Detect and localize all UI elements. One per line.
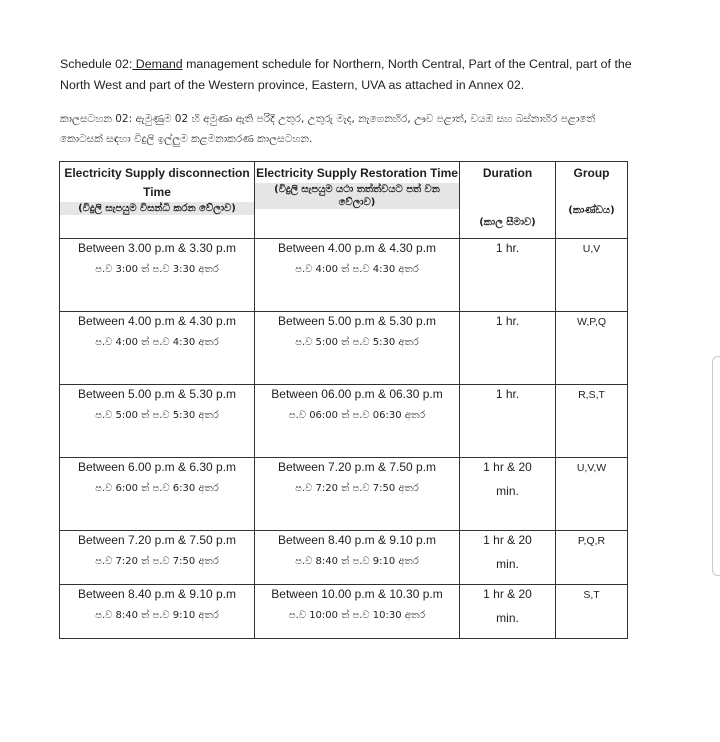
duration-cell [460,458,556,531]
schedule-heading-rest: management schedule for Northern, North Central, Part of the Central, part of the North West and part of the Western province, Eastern, UVA as attached in Annex 02. [60,57,632,92]
group-value: R,S,T [578,389,605,401]
disconnection-cell [60,385,255,458]
disconnection-time-si: ප.ව 7:20 ත් ප.ව 7:50 අතර [95,556,219,567]
group-cell [556,239,628,312]
duration-cell [460,531,556,585]
header-duration-si: (කාල සීමාව) [479,217,536,228]
duration-value: 1 hr & 20 [483,460,532,474]
duration-cell [460,385,556,458]
disconnection-time-si: ප.ව 5:00 ත් ප.ව 5:30 අතර [95,410,219,421]
duration-value: 1 hr. [495,314,520,328]
header-disconnection-time [60,162,255,239]
table-row [60,385,628,458]
schedule-label: Schedule 02: [60,57,133,71]
group-cell [556,458,628,531]
side-panel-edge [712,356,720,576]
group-value: P,Q,R [577,535,606,547]
disconnection-time-si: ප.ව 4:00 ත් ප.ව 4:30 අතර [95,337,219,348]
schedule-table [59,161,628,639]
duration-value-cont: min. [496,611,519,625]
restoration-time-en: Between 4.00 p.m & 4.30 p.m [277,241,437,255]
disconnection-cell [60,458,255,531]
table-row [60,458,628,531]
table-row [60,312,628,385]
disconnection-time-en: Between 7.20 p.m & 7.50 p.m [77,533,237,547]
group-value: U,V [582,243,601,255]
table-row [60,585,628,639]
table-header-row [60,162,628,239]
header-disconnection-en: Electricity Supply disconnection Time [64,166,250,199]
schedule-heading-english [60,54,640,96]
restoration-time-si: ප.ව 06:00 ත් ප.ව 06:30 අතර [288,410,426,421]
header-group [556,162,628,239]
duration-value: 1 hr & 20 [483,587,532,601]
restoration-time-si: ප.ව 4:00 ත් ප.ව 4:30 අතර [295,264,419,275]
restoration-time-si: ප.ව 7:20 ත් ප.ව 7:50 අතර [295,483,419,494]
disconnection-time-en: Between 6.00 p.m & 6.30 p.m [77,460,237,474]
restoration-cell [255,585,460,639]
duration-value: 1 hr. [495,241,520,255]
disconnection-time-si: ප.ව 3:00 ත් ප.ව 3:30 අතර [95,264,219,275]
restoration-cell [255,531,460,585]
duration-value-cont: min. [496,484,519,498]
group-value: W,P,Q [577,316,606,328]
group-cell [556,385,628,458]
disconnection-time-en: Between 3.00 p.m & 3.30 p.m [77,241,237,255]
header-group-en: Group [573,166,610,180]
restoration-cell [255,385,460,458]
restoration-time-en: Between 06.00 p.m & 06.30 p.m [271,387,443,401]
disconnection-time-en: Between 4.00 p.m & 4.30 p.m [77,314,237,328]
restoration-time-si: ප.ව 8:40 ත් ප.ව 9:10 අතර [295,556,419,567]
table-row [60,239,628,312]
header-restoration-en: Electricity Supply Restoration Time [256,166,458,180]
restoration-cell [255,239,460,312]
schedule-underlined-word: Demand [132,57,183,71]
restoration-time-en: Between 7.20 p.m & 7.50 p.m [277,460,437,474]
header-duration [460,162,556,239]
restoration-cell [255,312,460,385]
duration-cell [460,239,556,312]
group-value: S,T [583,589,600,601]
restoration-time-en: Between 5.00 p.m & 5.30 p.m [277,314,437,328]
table-row [60,531,628,585]
header-duration-en: Duration [482,166,533,180]
disconnection-time-si: ප.ව 6:00 ත් ප.ව 6:30 අතර [95,483,219,494]
restoration-time-si: ප.ව 10:00 ත් ප.ව 10:30 අතර [288,610,426,621]
restoration-time-si: ප.ව 5:00 ත් ප.ව 5:30 අතර [295,337,419,348]
disconnection-cell [60,312,255,385]
duration-value-cont: min. [496,557,519,571]
group-cell [556,312,628,385]
group-cell [556,531,628,585]
disconnection-time-en: Between 8.40 p.m & 9.10 p.m [77,587,237,601]
disconnection-time-en: Between 5.00 p.m & 5.30 p.m [77,387,237,401]
header-group-si: (කාණ්ඩය) [568,205,615,216]
duration-cell [460,585,556,639]
header-restoration-si: (විදුලි සැපයුම යථා තත්ත්වයට පත් වන වේලාව) [255,183,459,209]
group-value: U,V,W [576,462,607,474]
header-disconnection-si: (විදුලි සැපයුම විසන්ධි කරන වේලාව) [60,202,254,215]
header-restoration-time [255,162,460,239]
duration-cell [460,312,556,385]
disconnection-cell [60,239,255,312]
restoration-time-en: Between 8.40 p.m & 9.10 p.m [277,533,437,547]
duration-value: 1 hr. [495,387,520,401]
group-cell [556,585,628,639]
duration-value: 1 hr & 20 [483,533,532,547]
disconnection-time-si: ප.ව 8:40 ත් ප.ව 9:10 අතර [95,610,219,621]
restoration-time-en: Between 10.00 p.m & 10.30 p.m [271,587,443,601]
disconnection-cell [60,585,255,639]
restoration-cell [255,458,460,531]
disconnection-cell [60,531,255,585]
schedule-heading-sinhala: කාලසටහන 02: ඇමුණුම 02 හි අමුණා ඇති පරිදි උතුර, උතුරු මැද, නැගෙනහිර, ඌව පළාත්, වයඹ සහ බස්නාහිර පළාතේ කොටසක් සඳහා විදුලි ඉල්ලුම කළමනාකරණ කාලසටහන. [60,113,595,145]
